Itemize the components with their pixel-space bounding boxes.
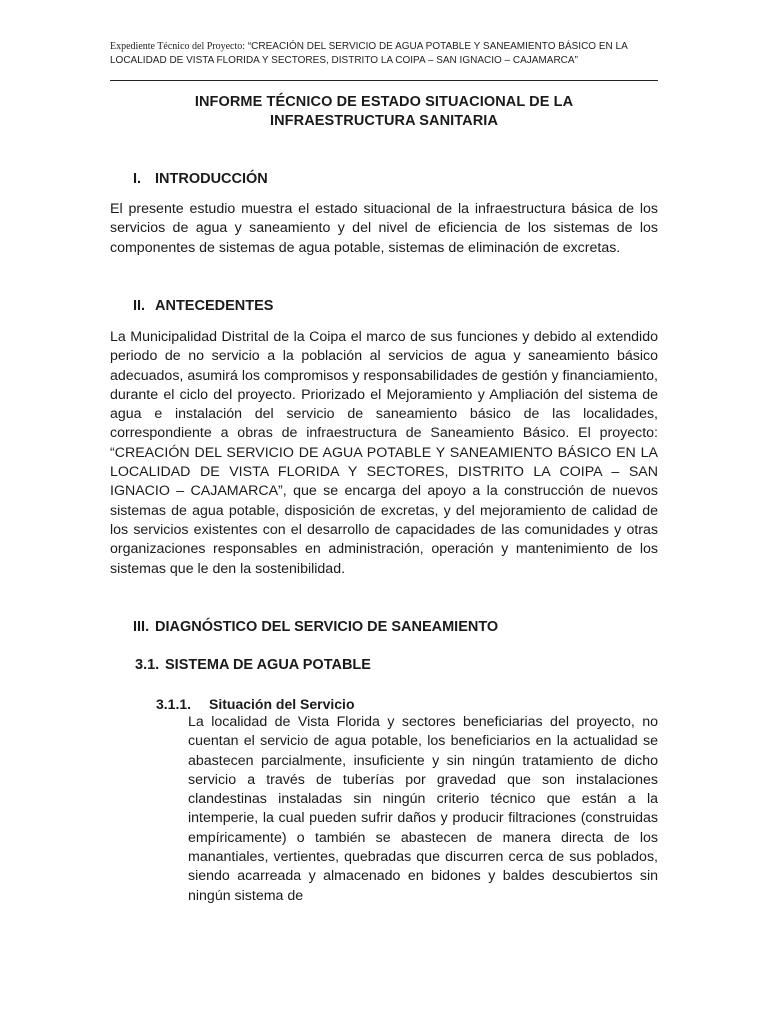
- subsubsection-heading-situacion: [156, 695, 355, 713]
- section-heading-antecedentes: [133, 297, 273, 315]
- paragraph-situacion-servicio: La localidad de Vista Florida y sectores beneficiarias del proyecto, no cuentan el servicio de agua potable, los beneficiarios en la actualidad se abastecen parcialmente, insuficiente y sin ningún tratamiento de dicho servicio a través de tuberías por gravedad que son instalaciones clandestinas instaladas sin ningún criterio técnico que están a la intemperie, la cual pueden sufrir daños y producir filtraciones (construidas empíricamente) o también se abastecen de manera directa de los manantiales, vertientes, quebradas que discurren cerca de sus poblados, siendo acarreada y almacenado en bidones y baldes descubiertos sin ningún sistema de: [188, 714, 658, 904]
- paragraph-introduccion: El presente estudio muestra el estado situacional de la infraestructura básica de los servicios de agua y saneamiento y del nivel de eficiencia de los sistemas de los componentes de sistemas de agua potable, sistemas de eliminación de excretas.: [110, 201, 658, 256]
- header-line-2: LOCALIDAD DE VISTA FLORIDA Y SECTORES, DISTRITO LA COIPA – SAN IGNACIO – CAJAMARCA”: [110, 55, 578, 66]
- paragraph-antecedentes: La Municipalidad Distrital de la Coipa el marco de sus funciones y debido al extendido periodo de no servicio a la población al servicios de agua y saneamiento básico adecuados, asumirá los compromisos y responsabilidades de gestión y financiamiento, durante el ciclo del proyecto. Priorizado el Mejoramiento y Ampliación del sistema de agua e instalación del servicio de saneamiento básico de las localidades, correspondiente a obras de infraestructura de Saneamiento Básico. El proyecto: “CREACIÓN DEL SERVICIO DE AGUA POTABLE Y SANEAMIENTO BÁSICO EN LA LOCALIDAD DE VISTA FLORIDA Y SECTORES, DISTRITO LA COIPA – SAN IGNACIO – CAJAMARCA”, que se encarga del apoyo a la construcción de nuevos sistemas de agua potable, disposición de excretas, y del mejoramiento de calidad de los servicios existentes con el desarrollo de capacidades de las comunidades y otras organizaciones responsables en administración, operación y mantenimiento de los sistemas que le den la sostenibilidad.: [110, 329, 658, 577]
- title-line-1: INFORME TÉCNICO DE ESTADO SITUACIONAL DE LA: [194, 94, 574, 110]
- subsection-title: SISTEMA DE AGUA POTABLE: [165, 657, 371, 673]
- subsubsection-title: Situación del Servicio: [209, 696, 355, 712]
- header-rule: [110, 80, 658, 81]
- subsubsection-number: 3.1.1.: [156, 696, 192, 712]
- title-line-2: INFRAESTRUCTURA SANITARIA: [269, 113, 499, 129]
- header-line-1: [110, 40, 658, 54]
- section-heading-diagnostico: [133, 618, 498, 636]
- page-header: [110, 40, 658, 68]
- header-prefix: Expediente Técnico del Proyecto:: [110, 41, 246, 52]
- section-number: II.: [133, 298, 146, 314]
- section-title: DIAGNÓSTICO DEL SERVICIO DE SANEAMIENTO: [155, 619, 499, 635]
- section-title: ANTECEDENTES: [155, 298, 274, 314]
- subsection-heading-agua-potable: [135, 656, 371, 674]
- section-number: I.: [133, 171, 142, 187]
- document-title: [110, 93, 658, 131]
- section-number: III.: [133, 619, 150, 635]
- header-project-title-part-1: “CREACIÓN DEL SERVICIO DE AGUA POTABLE Y SANEAMIENTO BÁSICO EN LA: [245, 41, 628, 52]
- section-title: INTRODUCCIÓN: [155, 171, 268, 187]
- section-heading-introduccion: [133, 170, 268, 188]
- subsection-number: 3.1.: [135, 657, 160, 673]
